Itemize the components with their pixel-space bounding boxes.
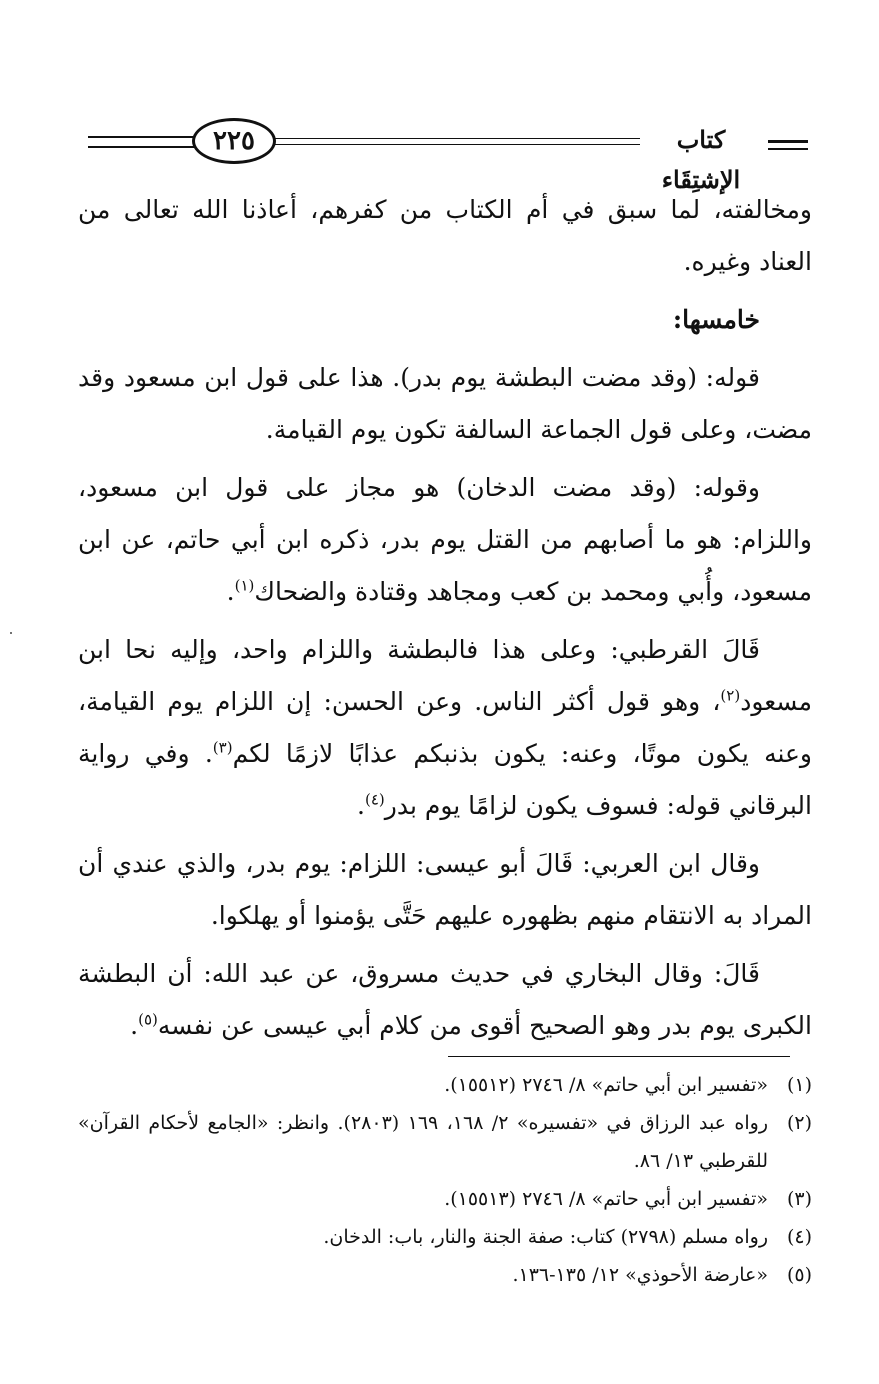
paragraph: وقال ابن العربي: قَالَ أبو عيسى: اللزام: يوم بدر، والذي عندي أن المراد به الانتقام منهم بظهوره عليهم حَتَّى يؤمنوا أو يهلكوا.	[78, 849, 812, 930]
footnote-text: رواه عبد الرزاق في «تفسيره» ٢/ ١٦٨، ١٦٩ (٢٨٠٣). وانظر: «الجامع لأحكام القرآن» للقرطبي ١٣/ ٨٦.	[78, 1112, 769, 1172]
paragraph-text: ، وهو قول أكثر الناس. وعن الحسن: إن اللزام يوم القيامة، وعنه يكون موتًا، وعنه: يكون بذنبكم عذابًا لازمًا لكم	[78, 687, 813, 768]
footnote-number: (٥)	[786, 1264, 812, 1286]
footnote-item	[78, 1066, 812, 1104]
paragraph-text: .	[357, 791, 365, 820]
paragraph-text: . وفي رواية البرقاني قوله: فسوف يكون لزامًا يوم بدر	[78, 739, 812, 820]
footnote-item	[78, 1256, 812, 1294]
footnote-ref[interactable]: (٣)	[212, 738, 233, 757]
header-rule	[262, 138, 698, 139]
footnote-item	[78, 1104, 812, 1180]
header-rule	[768, 148, 808, 150]
footnotes	[78, 1066, 812, 1294]
footnote-text: «عارضة الأحوذي» ١٢/ ١٣٥-١٣٦.	[512, 1264, 768, 1286]
footnote-item	[78, 1180, 812, 1218]
footnote-ref[interactable]: (١)	[234, 576, 255, 595]
footnote-ref[interactable]: (٥)	[138, 1010, 158, 1029]
footnote-text: رواه مسلم (٢٧٩٨) كتاب: صفة الجنة والنار، باب: الدخان.	[323, 1226, 768, 1248]
paragraph	[78, 624, 812, 832]
paragraph-text: .	[130, 1011, 139, 1040]
footnote-number: (٤)	[786, 1226, 812, 1248]
footnote-text: «تفسير ابن أبي حاتم» ٨/ ٢٧٤٦ (١٥٥١٣).	[444, 1188, 768, 1210]
page-number: ٢٢٥	[192, 118, 276, 164]
footnote-text: «تفسير ابن أبي حاتم» ٨/ ٢٧٤٦ (١٥٥١٢).	[444, 1074, 768, 1096]
header-rule	[88, 136, 206, 138]
paragraph: قوله: (وقد مضت البطشة يوم بدر). هذا على قول ابن مسعود وقد مضت، وعلى قول الجماعة السالفة تكون يوم القيامة.	[78, 363, 812, 444]
header-rule	[768, 140, 808, 143]
footnote-number: (٣)	[786, 1188, 812, 1210]
main-text	[78, 184, 812, 1058]
paragraph-text: قَالَ: وقال البخاري في حديث مسروق، عن عبد الله: أن البطشة الكبرى يوم بدر وهو الصحيح أقوى من كلام أبي عيسى عن نفسه	[78, 959, 812, 1040]
footnote-number: (٢)	[786, 1112, 812, 1134]
footnote-ref[interactable]: (٤)	[364, 790, 385, 809]
footnote-number: (١)	[786, 1074, 812, 1096]
paragraph-text: قَالَ القرطبي: وعلى هذا فالبطشة واللزام واحد، وإليه نحا ابن مسعود	[78, 635, 812, 716]
header-rule	[262, 144, 698, 145]
footnote-item	[78, 1218, 812, 1256]
footnote-divider	[448, 1056, 790, 1057]
footnote-ref[interactable]: (٢)	[720, 686, 741, 705]
paragraph-text: .	[226, 577, 235, 606]
paragraph: ومخالفته، لما سبق في أم الكتاب من كفرهم، أعاذنا الله تعالى من العناد وغيره.	[78, 195, 812, 276]
header-rule	[88, 146, 206, 148]
paragraph-text: وقوله: (وقد مضت الدخان) هو مجاز على قول ابن مسعود، واللزام: هو ما أصابهم من القتل يوم بدر، ذكره ابن أبي حاتم، عن ابن مسعود، وأُبي ومحمد بن كعب ومجاهد وقتادة والضحاك	[78, 473, 812, 606]
page-header	[80, 116, 810, 194]
paragraph	[78, 948, 812, 1052]
paragraph	[78, 462, 812, 618]
book-title: كتاب الإشتِقَاء	[640, 120, 762, 200]
section-heading: خامسها:	[672, 305, 760, 334]
scan-speck	[10, 632, 12, 634]
